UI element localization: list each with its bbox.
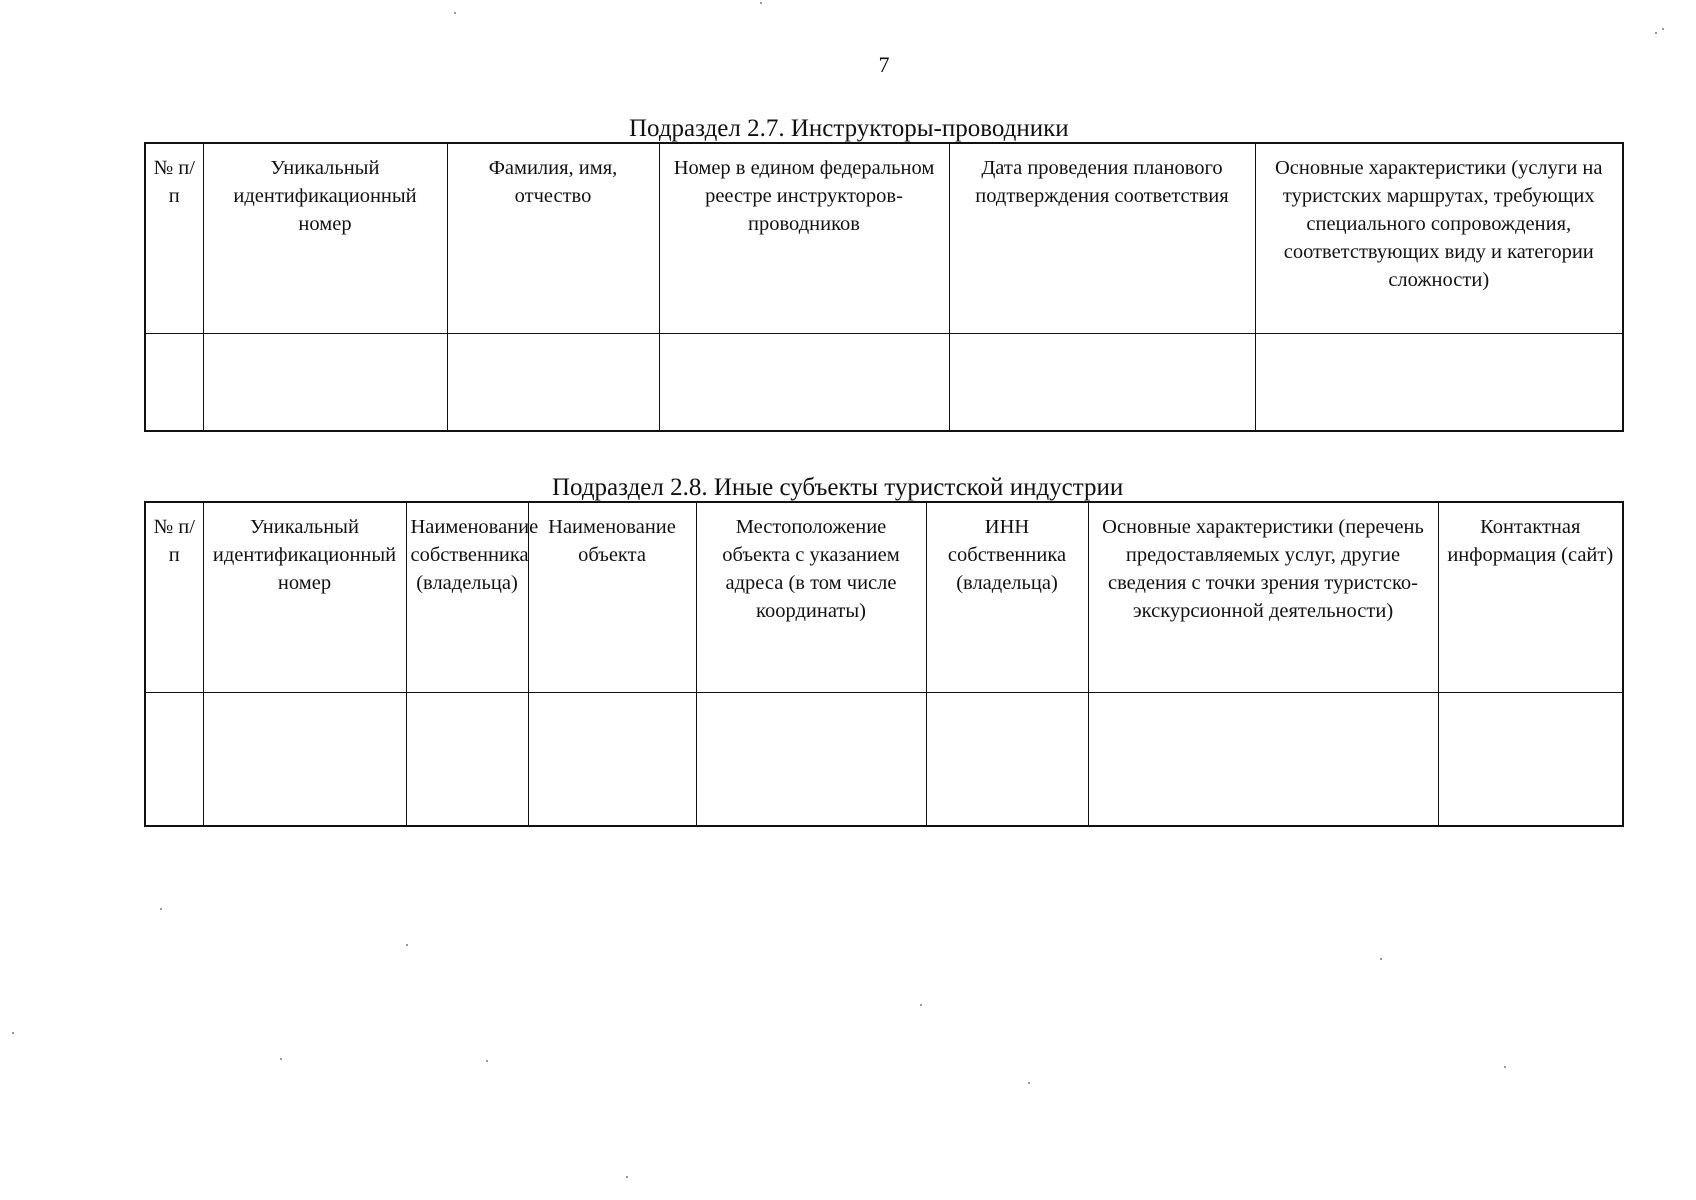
col-header-main-characteristics: Основные характеристики (услуги на туристских маршрутах, требующих специального сопровождения, соответствующих виду и категории сложности) (1255, 143, 1623, 333)
col-header-contact-info: Контактная информация (сайт) (1438, 502, 1623, 692)
table-cell (528, 692, 696, 826)
col-header-registry-number: Номер в едином федеральном реестре инструкторов-проводников (659, 143, 949, 333)
scan-speck (1028, 1082, 1030, 1084)
col-header-unique-id: Уникальный идентификационный номер (203, 502, 406, 692)
table-cell (145, 692, 203, 826)
table-header-row (145, 502, 1623, 692)
scan-speck (626, 1176, 628, 1178)
table-cell (926, 692, 1088, 826)
table-row (145, 692, 1623, 826)
table-header-row (145, 143, 1623, 333)
col-header-location: Местоположение объекта с указанием адреса (в том числе координаты) (696, 502, 926, 692)
table-cell (203, 692, 406, 826)
scan-speck (160, 908, 162, 910)
table-cell (1255, 333, 1623, 431)
scan-speck (12, 1032, 14, 1034)
col-header-number: № п/п (145, 502, 203, 692)
table-cell (949, 333, 1255, 431)
other-entities-table (144, 501, 1624, 827)
scan-speck (760, 2, 762, 4)
scan-speck (454, 12, 456, 14)
col-header-owner-inn: ИНН собственника (владельца) (926, 502, 1088, 692)
scan-speck (1380, 958, 1382, 960)
section-2-7-title: Подраздел 2.7. Инструкторы-проводники (629, 115, 1069, 142)
col-header-full-name: Фамилия, имя, отчество (447, 143, 659, 333)
col-header-confirmation-date: Дата проведения планового подтверждения соответствия (949, 143, 1255, 333)
col-header-number: № п/п (145, 143, 203, 333)
page-number: 7 (878, 52, 890, 77)
table-cell (1088, 692, 1438, 826)
table-cell (406, 692, 528, 826)
scan-speck (1662, 28, 1664, 30)
scan-speck (280, 1058, 282, 1060)
col-header-owner-name: Наименование собственника (владельца) (406, 502, 528, 692)
scan-speck (1655, 32, 1657, 34)
scan-speck (486, 1060, 488, 1062)
table-cell (447, 333, 659, 431)
scan-speck (920, 1004, 922, 1006)
table-cell (659, 333, 949, 431)
table-cell (203, 333, 447, 431)
table-cell (145, 333, 203, 431)
col-header-main-characteristics: Основные характеристики (перечень предоставляемых услуг, другие сведения с точки зрения туристско-экскурсионной деятельности) (1088, 502, 1438, 692)
scan-speck (406, 944, 408, 946)
instructors-table (144, 142, 1624, 432)
table-cell (696, 692, 926, 826)
col-header-unique-id: Уникальный идентификационный номер (203, 143, 447, 333)
section-2-8-title: Подраздел 2.8. Иные субъекты туристской индустрии (552, 474, 1124, 501)
table-row (145, 333, 1623, 431)
scan-speck (1504, 1066, 1506, 1068)
col-header-object-name: Наименование объекта (528, 502, 696, 692)
table-cell (1438, 692, 1623, 826)
